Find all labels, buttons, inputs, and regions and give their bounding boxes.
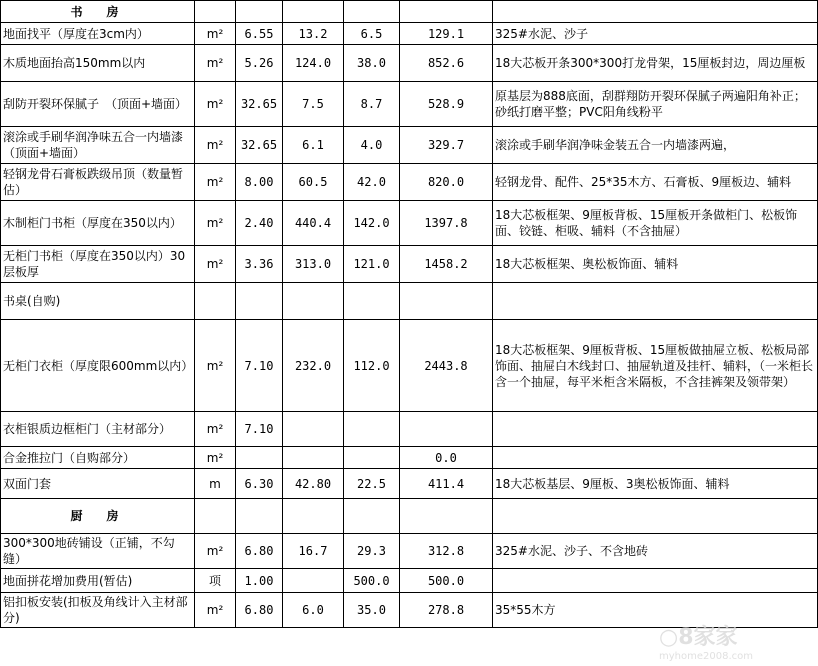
table-row: [1, 469, 818, 499]
table-row: [1, 412, 818, 447]
total-cell: [400, 412, 493, 447]
quantity-cell: 5.26: [236, 45, 283, 82]
material-price-cell: [283, 412, 344, 447]
total-cell: 0.0: [400, 447, 493, 469]
labor-price-cell: 38.0: [344, 45, 400, 82]
labor-price-cell: 29.3: [344, 534, 400, 569]
quantity-cell: 6.30: [236, 469, 283, 499]
material-price-cell: 42.80: [283, 469, 344, 499]
quantity-cell: 6.80: [236, 534, 283, 569]
total-cell: 2443.8: [400, 320, 493, 412]
item-name-cell: 书桌(自购): [1, 283, 195, 320]
empty-cell: [400, 499, 493, 534]
empty-cell: [195, 499, 236, 534]
unit-cell: m²: [195, 82, 236, 127]
table-row: [1, 246, 818, 283]
item-name-cell: 双面门套: [1, 469, 195, 499]
section-header-row: [1, 499, 818, 534]
table-row: [1, 127, 818, 164]
empty-cell: [283, 499, 344, 534]
section-title: 厨 房: [1, 499, 195, 534]
quantity-cell: 7.10: [236, 412, 283, 447]
total-cell: 852.6: [400, 45, 493, 82]
section-title: 书 房: [1, 1, 195, 23]
material-price-cell: 6.0: [283, 593, 344, 628]
unit-cell: m²: [195, 164, 236, 201]
total-cell: 312.8: [400, 534, 493, 569]
unit-cell: m²: [195, 127, 236, 164]
quantity-cell: 6.80: [236, 593, 283, 628]
quantity-cell: 3.36: [236, 246, 283, 283]
unit-cell: [195, 283, 236, 320]
material-price-cell: 232.0: [283, 320, 344, 412]
item-name-cell: 滚涂或手刷华润净味五合一内墙漆 （顶面+墙面）: [1, 127, 195, 164]
total-cell: 278.8: [400, 593, 493, 628]
description-cell: [493, 412, 818, 447]
labor-price-cell: 112.0: [344, 320, 400, 412]
empty-cell: [195, 1, 236, 23]
item-name-cell: 地面找平（厚度在3cm内）: [1, 23, 195, 45]
description-cell: 18大芯板基层、9厘板、3奥松板饰面、辅料: [493, 469, 818, 499]
material-price-cell: 7.5: [283, 82, 344, 127]
watermark-logo: ○8家家 myhome2008.com: [659, 625, 753, 662]
description-cell: 滚涂或手刷华润净味金装五合一内墙漆两遍，: [493, 127, 818, 164]
table-row: [1, 201, 818, 246]
total-cell: 329.7: [400, 127, 493, 164]
unit-cell: 项: [195, 569, 236, 593]
labor-price-cell: 4.0: [344, 127, 400, 164]
description-cell: 18大芯板开条300*300打龙骨架，15厘板封边，周边厘板: [493, 45, 818, 82]
item-name-cell: 轻钢龙骨石膏板跌级吊顶（数量暂估）: [1, 164, 195, 201]
quantity-cell: 8.00: [236, 164, 283, 201]
item-name-cell: 合金推拉门（自购部分）: [1, 447, 195, 469]
item-name-cell: 300*300地砖铺设（正铺，不勾缝）: [1, 534, 195, 569]
section-header-row: [1, 1, 818, 23]
description-cell: [493, 447, 818, 469]
empty-cell: [283, 1, 344, 23]
empty-cell: [236, 1, 283, 23]
quantity-cell: 2.40: [236, 201, 283, 246]
labor-price-cell: 8.7: [344, 82, 400, 127]
labor-price-cell: [344, 412, 400, 447]
material-price-cell: 13.2: [283, 23, 344, 45]
item-name-cell: 无柜门衣柜（厚度限600mm以内）: [1, 320, 195, 412]
empty-cell: [400, 1, 493, 23]
material-price-cell: [283, 283, 344, 320]
empty-cell: [344, 499, 400, 534]
unit-cell: m²: [195, 23, 236, 45]
labor-price-cell: 22.5: [344, 469, 400, 499]
table-row: [1, 534, 818, 569]
total-cell: 528.9: [400, 82, 493, 127]
total-cell: 129.1: [400, 23, 493, 45]
unit-cell: m²: [195, 45, 236, 82]
quantity-cell: [236, 447, 283, 469]
labor-price-cell: [344, 447, 400, 469]
table-row: [1, 23, 818, 45]
item-name-cell: 无柜门书柜（厚度在350以内）30层板厚: [1, 246, 195, 283]
description-cell: 轻钢龙骨、配件、25*35木方、石膏板、9厘板边、辅料: [493, 164, 818, 201]
item-name-cell: 木制柜门书柜（厚度在350以内）: [1, 201, 195, 246]
description-cell: 325#水泥、沙子: [493, 23, 818, 45]
unit-cell: m²: [195, 593, 236, 628]
quantity-cell: 7.10: [236, 320, 283, 412]
material-price-cell: [283, 447, 344, 469]
unit-cell: m²: [195, 201, 236, 246]
item-name-cell: 衣柜银质边框柜门（主材部分）: [1, 412, 195, 447]
material-price-cell: 440.4: [283, 201, 344, 246]
material-price-cell: 16.7: [283, 534, 344, 569]
description-cell: 18大芯板框架、9厘板背板、15厘板开条做柜门、松板饰面、铰链、柜吸、辅料（不含抽屉）: [493, 201, 818, 246]
labor-price-cell: 500.0: [344, 569, 400, 593]
labor-price-cell: 6.5: [344, 23, 400, 45]
table-row: [1, 569, 818, 593]
table-row: [1, 164, 818, 201]
item-name-cell: 木质地面抬高150mm以内: [1, 45, 195, 82]
material-price-cell: [283, 569, 344, 593]
labor-price-cell: 35.0: [344, 593, 400, 628]
table-row: [1, 283, 818, 320]
table-row: [1, 45, 818, 82]
description-cell: 原基层为888底面，刮群翔防开裂环保腻子两遍阳角补正；砂纸打磨平整；PVC阳角线粉平: [493, 82, 818, 127]
material-price-cell: 6.1: [283, 127, 344, 164]
unit-cell: m²: [195, 246, 236, 283]
quantity-cell: 32.65: [236, 127, 283, 164]
empty-cell: [493, 1, 818, 23]
table-row: [1, 82, 818, 127]
description-cell: 325#水泥、沙子、不含地砖: [493, 534, 818, 569]
labor-price-cell: [344, 283, 400, 320]
description-cell: [493, 283, 818, 320]
quantity-cell: 1.00: [236, 569, 283, 593]
total-cell: 820.0: [400, 164, 493, 201]
item-name-cell: 铝扣板安装(扣板及角线计入主材部分): [1, 593, 195, 628]
total-cell: [400, 283, 493, 320]
empty-cell: [236, 499, 283, 534]
quantity-cell: [236, 283, 283, 320]
description-cell: 18大芯板框架、奥松板饰面、辅料: [493, 246, 818, 283]
labor-price-cell: 42.0: [344, 164, 400, 201]
empty-cell: [493, 499, 818, 534]
total-cell: 500.0: [400, 569, 493, 593]
unit-cell: m²: [195, 412, 236, 447]
labor-price-cell: 142.0: [344, 201, 400, 246]
unit-cell: m²: [195, 534, 236, 569]
quantity-cell: 6.55: [236, 23, 283, 45]
total-cell: 1458.2: [400, 246, 493, 283]
description-cell: 35*55木方: [493, 593, 818, 628]
table-row: [1, 447, 818, 469]
item-name-cell: 刮防开裂环保腻子 （顶面+墙面）: [1, 82, 195, 127]
quantity-cell: 32.65: [236, 82, 283, 127]
material-price-cell: 124.0: [283, 45, 344, 82]
material-price-cell: 60.5: [283, 164, 344, 201]
unit-cell: m²: [195, 320, 236, 412]
description-cell: [493, 569, 818, 593]
labor-price-cell: 121.0: [344, 246, 400, 283]
material-price-cell: 313.0: [283, 246, 344, 283]
empty-cell: [344, 1, 400, 23]
item-name-cell: 地面拼花增加费用(暂估): [1, 569, 195, 593]
unit-cell: m²: [195, 447, 236, 469]
total-cell: 411.4: [400, 469, 493, 499]
description-cell: 18大芯板框架、9厘板背板、15厘板做抽屉立板、松板局部饰面、抽屉白木线封口、抽屉轨道及挂杆、辅料，（一米柜长含一个抽屉，每平米柜含米隔板，不含挂裤架及领带架）: [493, 320, 818, 412]
total-cell: 1397.8: [400, 201, 493, 246]
unit-cell: m: [195, 469, 236, 499]
table-row: [1, 320, 818, 412]
